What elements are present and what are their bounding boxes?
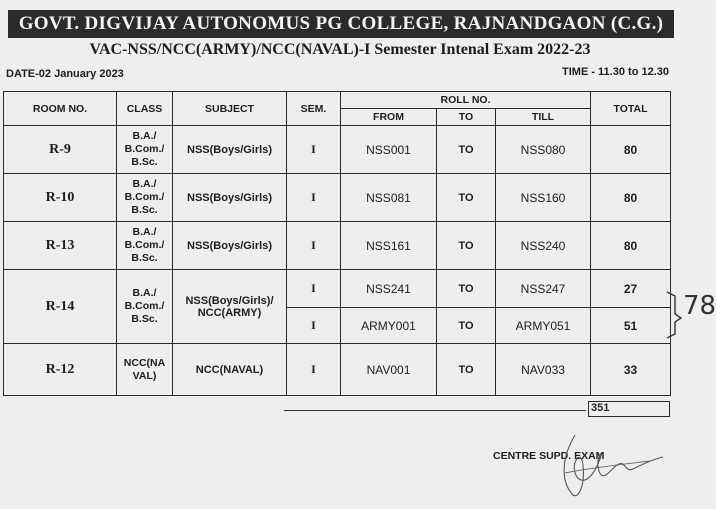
class-cell: B.A./ B.Com./ B.Sc. (117, 270, 173, 344)
table-row (4, 344, 671, 396)
total-cell: 27 (591, 270, 671, 308)
subject-cell: NCC(NAVAL) (173, 344, 287, 396)
from-cell: NAV001 (341, 344, 437, 396)
header-sem: SEM. (287, 92, 341, 126)
sem-cell: I (287, 174, 341, 222)
till-cell: NSS240 (496, 222, 591, 270)
till-cell: NSS080 (496, 126, 591, 174)
to-cell: TO (437, 126, 496, 174)
class-cell: B.A./ B.Com./ B.Sc. (117, 222, 173, 270)
table-row (4, 174, 671, 222)
table-row (4, 126, 671, 174)
subject-cell: NSS(Boys/Girls)/ NCC(ARMY) (173, 270, 287, 344)
brace-icon (665, 290, 685, 340)
seating-table (3, 91, 671, 396)
sem-cell: I (287, 344, 341, 396)
header-class: CLASS (117, 92, 173, 126)
sem-cell: I (287, 270, 341, 308)
handwritten-total: 78 (683, 291, 716, 321)
grand-total-rule (284, 410, 586, 411)
room-cell: R-12 (4, 344, 117, 396)
exam-time: TIME - 11.30 to 12.30 (562, 66, 669, 78)
table-header-row (4, 92, 671, 109)
class-cell: B.A./ B.Com./ B.Sc. (117, 174, 173, 222)
centre-supdt-label: CENTRE SUPD. EXAM (493, 450, 605, 462)
from-cell: NSS241 (341, 270, 437, 308)
total-cell: 51 (591, 308, 671, 344)
room-cell: R-9 (4, 126, 117, 174)
subject-cell: NSS(Boys/Girls) (173, 222, 287, 270)
sem-cell: I (287, 126, 341, 174)
header-to: TO (437, 109, 496, 126)
grand-total-cell: 351 (588, 401, 670, 417)
from-cell: NSS001 (341, 126, 437, 174)
subject-cell: NSS(Boys/Girls) (173, 126, 287, 174)
header-roll: ROLL NO. (341, 92, 591, 109)
sem-cell: I (287, 308, 341, 344)
room-cell: R-14 (4, 270, 117, 344)
exam-title: VAC-NSS/NCC(ARMY)/NCC(NAVAL)-I Semester Intenal Exam 2022-23 (89, 41, 591, 58)
header-subject: SUBJECT (173, 92, 287, 126)
from-cell: NSS161 (341, 222, 437, 270)
header-total: TOTAL (591, 92, 671, 126)
exam-date: DATE-02 January 2023 (6, 68, 124, 80)
till-cell: NSS160 (496, 174, 591, 222)
table-row (4, 270, 671, 308)
college-title-banner (8, 10, 674, 38)
to-cell: TO (437, 270, 496, 308)
subject-cell: NSS(Boys/Girls) (173, 174, 287, 222)
till-cell: NSS247 (496, 270, 591, 308)
table-row (4, 222, 671, 270)
total-cell: 33 (591, 344, 671, 396)
signature-icon (555, 425, 665, 505)
from-cell: ARMY001 (341, 308, 437, 344)
to-cell: TO (437, 174, 496, 222)
header-from: FROM (341, 109, 437, 126)
total-cell: 80 (591, 222, 671, 270)
sem-cell: I (287, 222, 341, 270)
class-cell: NCC(NA VAL) (117, 344, 173, 396)
room-cell: R-13 (4, 222, 117, 270)
class-cell: B.A./ B.Com./ B.Sc. (117, 126, 173, 174)
till-cell: NAV033 (496, 344, 591, 396)
college-name: GOVT. DIGVIJAY AUTONOMUS PG COLLEGE, RAJNANDGAON (C.G.) (18, 13, 664, 34)
to-cell: TO (437, 222, 496, 270)
till-cell: ARMY051 (496, 308, 591, 344)
to-cell: TO (437, 308, 496, 344)
from-cell: NSS081 (341, 174, 437, 222)
header-till: TILL (496, 109, 591, 126)
to-cell: TO (437, 344, 496, 396)
room-cell: R-10 (4, 174, 117, 222)
total-cell: 80 (591, 126, 671, 174)
total-cell: 80 (591, 174, 671, 222)
header-room: ROOM NO. (4, 92, 117, 126)
